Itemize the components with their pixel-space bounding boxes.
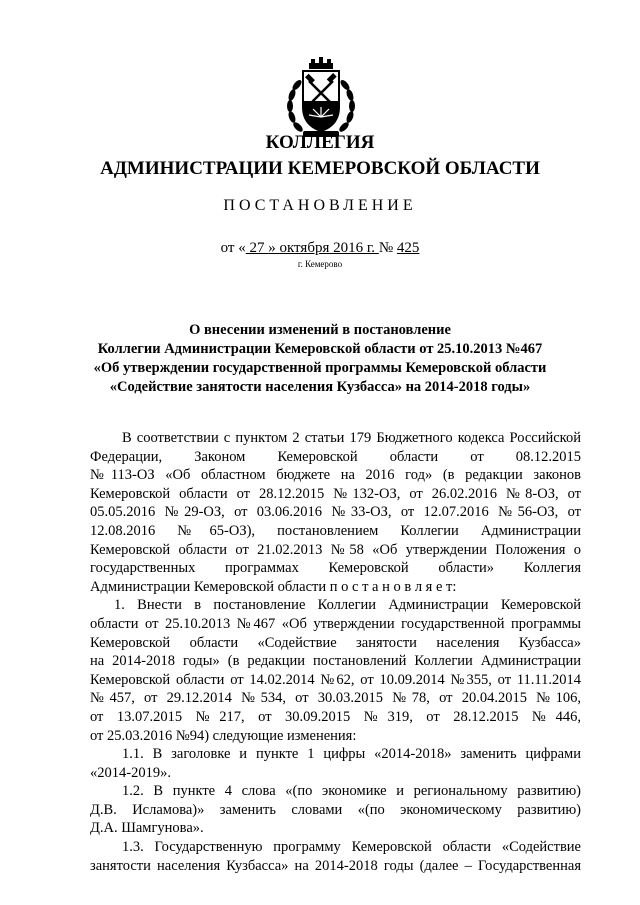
title-line: Коллегии Администрации Кемеровской области от 25.10.2013 №467 bbox=[97, 341, 543, 357]
decree-title bbox=[80, 321, 560, 397]
org-name-line2: АДМИНИСТРАЦИИ КЕМЕРОВСКОЙ ОБЛАСТИ bbox=[100, 158, 540, 179]
body-line: занятости населения Кузбасса» на 2014-2018 годы (далее – Государственная bbox=[90, 857, 581, 874]
number-label: № bbox=[378, 240, 397, 256]
body-line: на 2014-2018 годы» (в редакции постановлений Коллегии Администрации bbox=[90, 653, 581, 670]
body-line: 1.2. В пункте 4 слова «(по экономике и региональному развитию) bbox=[122, 783, 581, 800]
body-line: 1.3. Государственную программу Кемеровской области «Содействие bbox=[122, 839, 581, 856]
decree-dateline bbox=[0, 240, 640, 257]
body-line: В соответствии с пунктом 2 статьи 179 Бюджетного кодекса Российской bbox=[122, 430, 581, 446]
body-line: области от 25.10.2013 №467 «Об утверждении государственной программы bbox=[90, 615, 581, 632]
body-line: «2014-2019». bbox=[90, 764, 171, 781]
body-line: от 25.03.2016 №94) следующие изменения: bbox=[90, 727, 357, 744]
body-line: 1.1. В заголовке и пункте 1 цифры «2014-2018» заменить цифрами bbox=[122, 746, 581, 763]
body-line: от 13.07.2015 №217, от 30.09.2015 №319, от 28.12.2015 №446, bbox=[90, 708, 581, 725]
date-month-year: октября 2016 г. bbox=[279, 240, 379, 256]
body-line: 05.05.2016 №29-ОЗ, от 03.06.2016 №33-ОЗ, от 12.07.2016 №56-ОЗ, от bbox=[90, 504, 581, 521]
decree-number: 425 bbox=[396, 240, 420, 256]
body-line: №457, от 29.12.2014 №534, от 30.03.2015 №78, от 20.04.2015 №106, bbox=[90, 690, 581, 707]
title-line: О внесении изменений в постановление bbox=[189, 322, 451, 338]
org-name-line1: КОЛЛЕГИЯ bbox=[265, 132, 375, 153]
body-line: Кемеровской области «Содействие занятости населения Кузбасса» bbox=[90, 634, 581, 651]
date-day: 27 bbox=[245, 240, 269, 256]
body-line: Д.В. Исламова)» заменить словами «(по экономическому развитию) bbox=[90, 801, 581, 818]
body-line: Администрации Кемеровской области п о с т а н о в л я е т: bbox=[90, 578, 457, 595]
body-line: Кемеровской области от 28.12.2015 №132-ОЗ, от 26.02.2016 №8-ОЗ, от bbox=[90, 485, 581, 502]
title-line: «Об утверждении государственной программы Кемеровской области bbox=[93, 360, 547, 376]
body-line: Кемеровской области от 21.02.2013 №58 «Об утверждении Положения о bbox=[90, 541, 581, 558]
body-line: 12.08.2016 №65-ОЗ), постановлением Коллегии Администрации bbox=[90, 522, 581, 539]
body-line: №113-ОЗ «Об областном бюджете на 2016 год» (в редакции законов bbox=[90, 467, 581, 484]
city-name: г. Кемерово bbox=[297, 259, 343, 269]
body-line: Федерации, Законом Кемеровской области от 08.12.2015 bbox=[90, 448, 581, 465]
decree-type: ПОСТАНОВЛЕНИЕ bbox=[223, 197, 417, 214]
body-line: государственных программах Кемеровской области» Коллегия bbox=[90, 560, 581, 577]
body-line: Д.А. Шамгунова». bbox=[90, 820, 204, 837]
body-line: 1. Внести в постановление Коллегии Администрации Кемеровской bbox=[114, 597, 581, 614]
date-quote-close: » bbox=[268, 240, 280, 256]
title-line: «Содействие занятости населения Кузбасса» на 2014-2018 годы» bbox=[109, 379, 531, 395]
decree-body bbox=[90, 429, 581, 875]
body-line: Кемеровской области от 14.02.2014 №62, от 10.09.2014 №355, от 11.11.2014 bbox=[90, 671, 581, 688]
date-prefix: от « bbox=[220, 240, 246, 256]
